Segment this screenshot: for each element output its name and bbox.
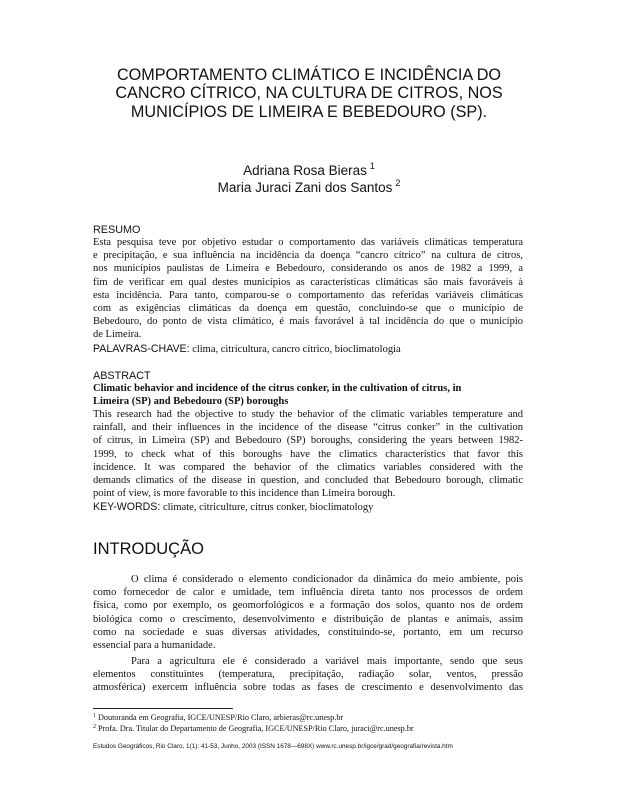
paper-title: [60, 66, 558, 121]
intro-line: O clima é considerado o elemento condicionador da dinâmica do meio ambiente, pois: [131, 574, 523, 585]
author-name: Maria Juraci Zani dos Santos: [217, 180, 393, 195]
author-footnote-mark: 2: [395, 178, 401, 188]
keywords-value: climate, citriculture, citrus conker, bioclimatology: [160, 502, 374, 513]
intro-paragraph-1: [93, 573, 523, 652]
resumo-line: Esta pesquisa teve por objetivo estudar o comportamento das variáveis climáticas temperatura: [93, 237, 523, 248]
resumo-keywords: [93, 343, 533, 356]
resumo-line: nos municípios paulistas de Limeira e Bebedouro, considerando os anos de 1982 a 1999, a: [93, 263, 523, 275]
intro-line: Para a agricultura ele é considerado a variável mais importante, sendo que seus: [131, 656, 523, 667]
footnote-mark: 1: [93, 713, 96, 719]
abstract-title-line: Limeira (SP) and Bebedouro (SP) boroughs: [93, 396, 289, 408]
keywords-value: clima, citricultura, cancro cítrico, bioclimatologia: [189, 344, 401, 355]
author-2: [0, 179, 618, 196]
footnote-text: Doutoranda em Geografia, IGCE/UNESP/Rio Claro, arbieras@rc.unesp.br: [98, 713, 344, 722]
footnote-separator: [93, 708, 233, 709]
footnote-mark: 2: [93, 724, 96, 730]
abstract-title: [93, 382, 523, 408]
abstract-keywords: [93, 501, 533, 514]
keywords-label: PALAVRAS-CHAVE:: [93, 343, 190, 355]
resumo-line: com as exigências climáticas da doença em questão, concluindo-se que o município de: [93, 303, 523, 315]
title-line: COMPORTAMENTO CLIMÁTICO E INCIDÊNCIA DO: [116, 66, 502, 84]
section-heading-introducao: INTRODUÇÃO: [93, 540, 204, 558]
abstract-line: demands climatics of the disease in question, and concluded that Bebedouro borough, climatic: [93, 475, 523, 487]
footnote-text: Profa. Dra. Titular do Departamento de Geografia, IGCE/UNESP/Rio Claro, juraci@rc.unesp.br: [98, 724, 414, 733]
footnote-2: [93, 724, 414, 734]
abstract-heading: ABSTRACT: [93, 370, 151, 382]
author-name: Adriana Rosa Bieras: [243, 163, 367, 178]
footnote-1: [93, 713, 343, 723]
resumo-line: Bebedouro, do ponto de vista climático, é mais favorável à tal incidência do que o município: [93, 316, 523, 328]
intro-line: como na sociedade e suas diversas atividades, constituindo-se, portanto, em um recurso: [93, 626, 523, 638]
abstract-line: rainfall, and their influences in the incidence of the disease “citrus conker” in the cultivation: [93, 422, 523, 434]
resumo-text: [93, 236, 523, 342]
abstract-line: point of view, is more favorable to this incidence than Limeira borough.: [93, 488, 396, 500]
abstract-text: [93, 408, 523, 500]
abstract-line: of citrus, in Limeira (SP) and Bebedouro (SP) boroughs, considering the years between 1982-: [93, 435, 523, 447]
journal-footer: Estudos Geográficos, Rio Claro, 1(1): 41-53, Junho, 2003 (ISSN 1678—698X) www.rc.unesp.br/igce/grad/geografia/revista.htm: [93, 743, 453, 750]
intro-line: biológica como o crescimento, desenvolvimento e distribuição de plantas e animais, assim: [93, 613, 523, 625]
intro-line: essencial para a humanidade.: [93, 640, 216, 652]
resumo-line: fim de verificar em qual destes municípios as características climáticas são mais favoráveis à: [93, 276, 523, 288]
author-1: [0, 162, 618, 179]
resumo-heading: RESUMO: [93, 224, 141, 236]
abstract-title-line: Climatic behavior and incidence of the citrus conker, in the cultivation of citrus, in: [93, 383, 462, 394]
abstract-line: This research had the objective to study the behavior of the climatic variables temperature and: [93, 409, 523, 420]
title-line: CANCRO CÍTRICO, NA CULTURA DE CITROS, NOS: [115, 84, 503, 103]
intro-paragraph-2: [93, 655, 523, 695]
abstract-line: 1999, to check what of this boroughs have the climatics characteristics that favor this: [93, 448, 523, 460]
intro-line: como fornecedor de calor e umidade, tem influência direta tanto nos processos de ordem: [93, 587, 523, 599]
abstract-line: incidence. It was compared the behavior of the climatics variables considered with the: [93, 461, 523, 473]
intro-line: atmosférica) exercem influência sobre todas as fases de crescimento e desenvolvimento das: [93, 682, 523, 694]
intro-line: física, como por exemplo, os geomorfológicos e a formação dos solos, quanto nos de ordem: [93, 600, 523, 612]
author-footnote-mark: 1: [369, 161, 375, 171]
title-line: MUNICÍPIOS DE LIMEIRA E BEBEDOURO (SP).: [130, 102, 488, 121]
keywords-label: KEY-WORDS:: [93, 501, 161, 513]
resumo-line: de Limeira.: [93, 329, 142, 341]
resumo-line: esta incidência. Para tanto, comparou-se o comportamento das referidas variáveis climáticas: [93, 289, 523, 301]
resumo-line: e precipitação, e sua influência na incidência da doença “cancro cítrico” na cultura de citros,: [93, 250, 523, 262]
intro-line: elementos constituintes (temperatura, precipitação, radiação solar, ventos, pressão: [93, 669, 523, 681]
